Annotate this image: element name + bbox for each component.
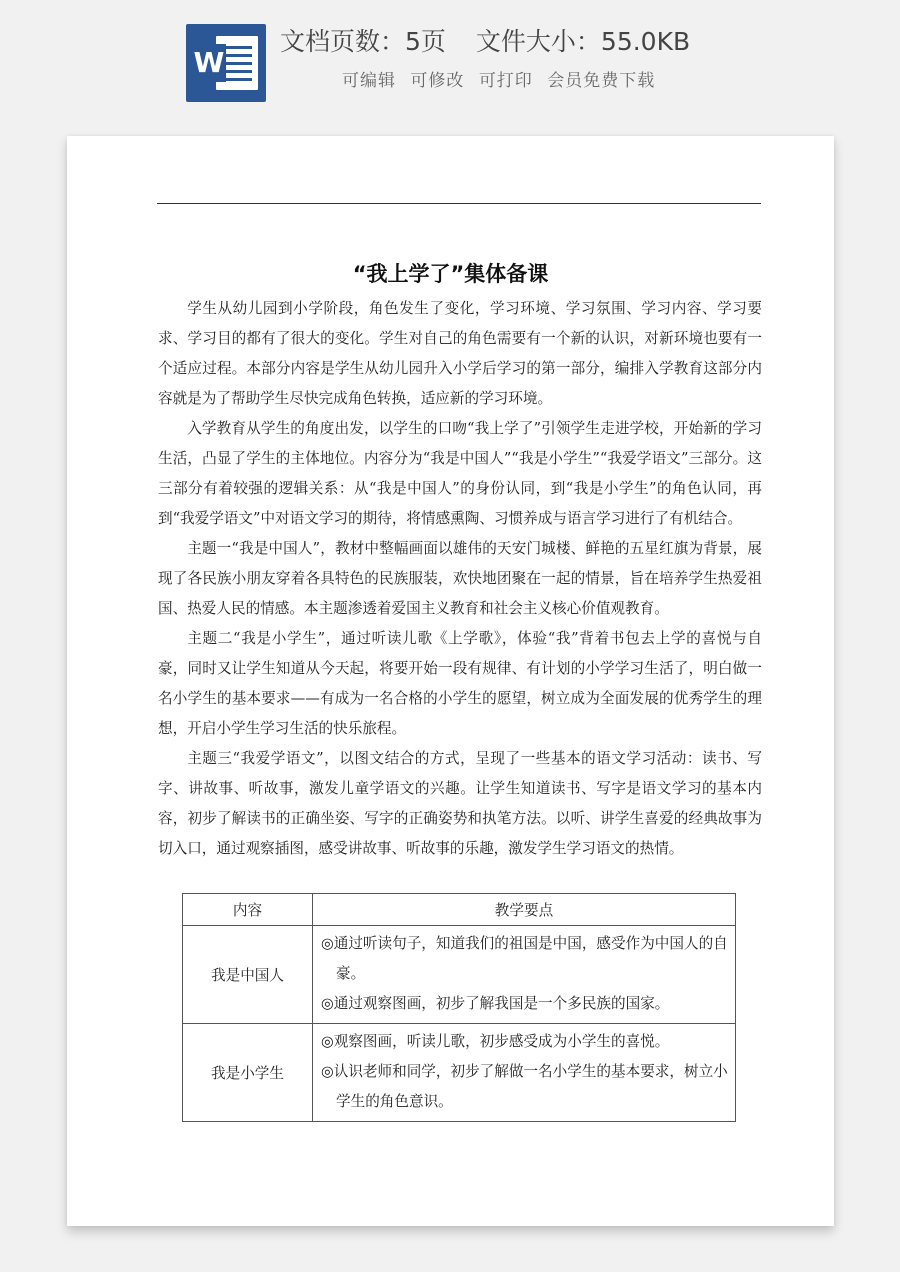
download-banner <box>0 0 900 120</box>
paragraph-3: 主题一“我是中国人”，教材中整幅画面以雄伟的天安门城楼、鲜艳的五星红旗为背景，展现了各民族小朋友穿着各具特色的民族服装，欢快地团聚在一起的情景，旨在培养学生热爱祖国、热爱人民的情感。本主题渗透着爱国主义教育和社会主义核心价值观教育。 <box>158 540 762 617</box>
word-logo-letter: W <box>192 44 226 82</box>
table-cell-points <box>313 1024 736 1122</box>
teaching-point: ◎认识老师和同学，初步了解做一名小学生的基本要求，树立小学生的角色意识。 <box>321 1063 728 1110</box>
table-row <box>183 1024 736 1122</box>
file-meta <box>280 22 690 58</box>
teaching-points-table <box>182 893 736 1122</box>
teaching-point: ◎通过听读句子，知道我们的祖国是中国，感受作为中国人的自豪。 <box>321 935 728 982</box>
table-cell-points <box>313 926 736 1024</box>
feature-list <box>342 66 663 91</box>
document-page <box>67 136 834 1226</box>
paragraph-4: 主题二“我是小学生”，通过听读儿歌《上学歌》，体验“我”背着书包去上学的喜悦与自豪，同时又让学生知道从今天起，将要开始一段有规律、有计划的小学学习生活了，明白做一名小学生的基本要求——有成为一名合格的小学生的愿望，树立成为全面发展的优秀学生的理想，开启小学生学习生活的快乐旅程。 <box>158 630 762 737</box>
paragraph-2: 入学教育从学生的角度出发，以学生的口吻“我上学了”引领学生走进学校，开始新的学习生活，凸显了学生的主体地位。内容分为“我是中国人”“我是小学生”“我爱学语文”三部分。这三部分有着较强的逻辑关系：从“我是中国人”的身份认同，到“我是小学生”的角色认同，再到“我爱学语文”中对语文学习的期待，将情感熏陶、习惯养成与语言学习进行了有机结合。 <box>158 420 762 527</box>
table-cell-content: 我是中国人 <box>183 926 313 1024</box>
paragraph-5: 主题三“我爱学语文”，以图文结合的方式，呈现了一些基本的语文学习活动：读书、写字、讲故事、听故事，激发儿童学语文的兴趣。让学生知道读书、写字是语文学习的基本内容，初步了解读书的正确坐姿、写字的正确姿势和执笔方法。以听、讲学生喜爱的经典故事为切入口，通过观察插图，感受讲故事、听故事的乐趣，激发学生学习语文的热情。 <box>158 750 762 857</box>
feature-editable: 可编辑 <box>342 71 396 91</box>
teaching-point: ◎观察图画，听读儿歌，初步感受成为小学生的喜悦。 <box>321 1033 670 1050</box>
file-size: 文件大小：55.0KB <box>475 27 691 56</box>
table-header-points: 教学要点 <box>313 894 736 926</box>
table-header-row <box>183 894 736 926</box>
feature-printable: 可打印 <box>478 71 533 91</box>
document-body <box>158 294 762 864</box>
feature-member-download[interactable]: 会员免费下载 <box>547 71 656 91</box>
feature-modifiable: 可修改 <box>410 71 465 91</box>
table-row <box>183 926 736 1024</box>
teaching-point: ◎通过观察图画，初步了解我国是一个多民族的国家。 <box>321 995 670 1012</box>
paragraph-1: 学生从幼儿园到小学阶段，角色发生了变化，学习环境、学习氛围、学习内容、学习要求、学习目的都有了很大的变化。学生对自己的角色需要有一个新的认识，对新环境也要有一个适应过程。本部分内容是学生从幼儿园升入小学后学习的第一部分，编排入学教育这部分内容就是为了帮助学生尽快完成角色转换，适应新的学习环境。 <box>158 300 762 407</box>
header-rule <box>157 203 761 204</box>
page-count: 文档页数：5页 <box>280 27 446 56</box>
table-header-content: 内容 <box>183 894 313 926</box>
document-title: “我上学了”集体备课 <box>352 262 549 286</box>
word-file-icon <box>186 24 266 102</box>
table-cell-content: 我是小学生 <box>183 1024 313 1122</box>
